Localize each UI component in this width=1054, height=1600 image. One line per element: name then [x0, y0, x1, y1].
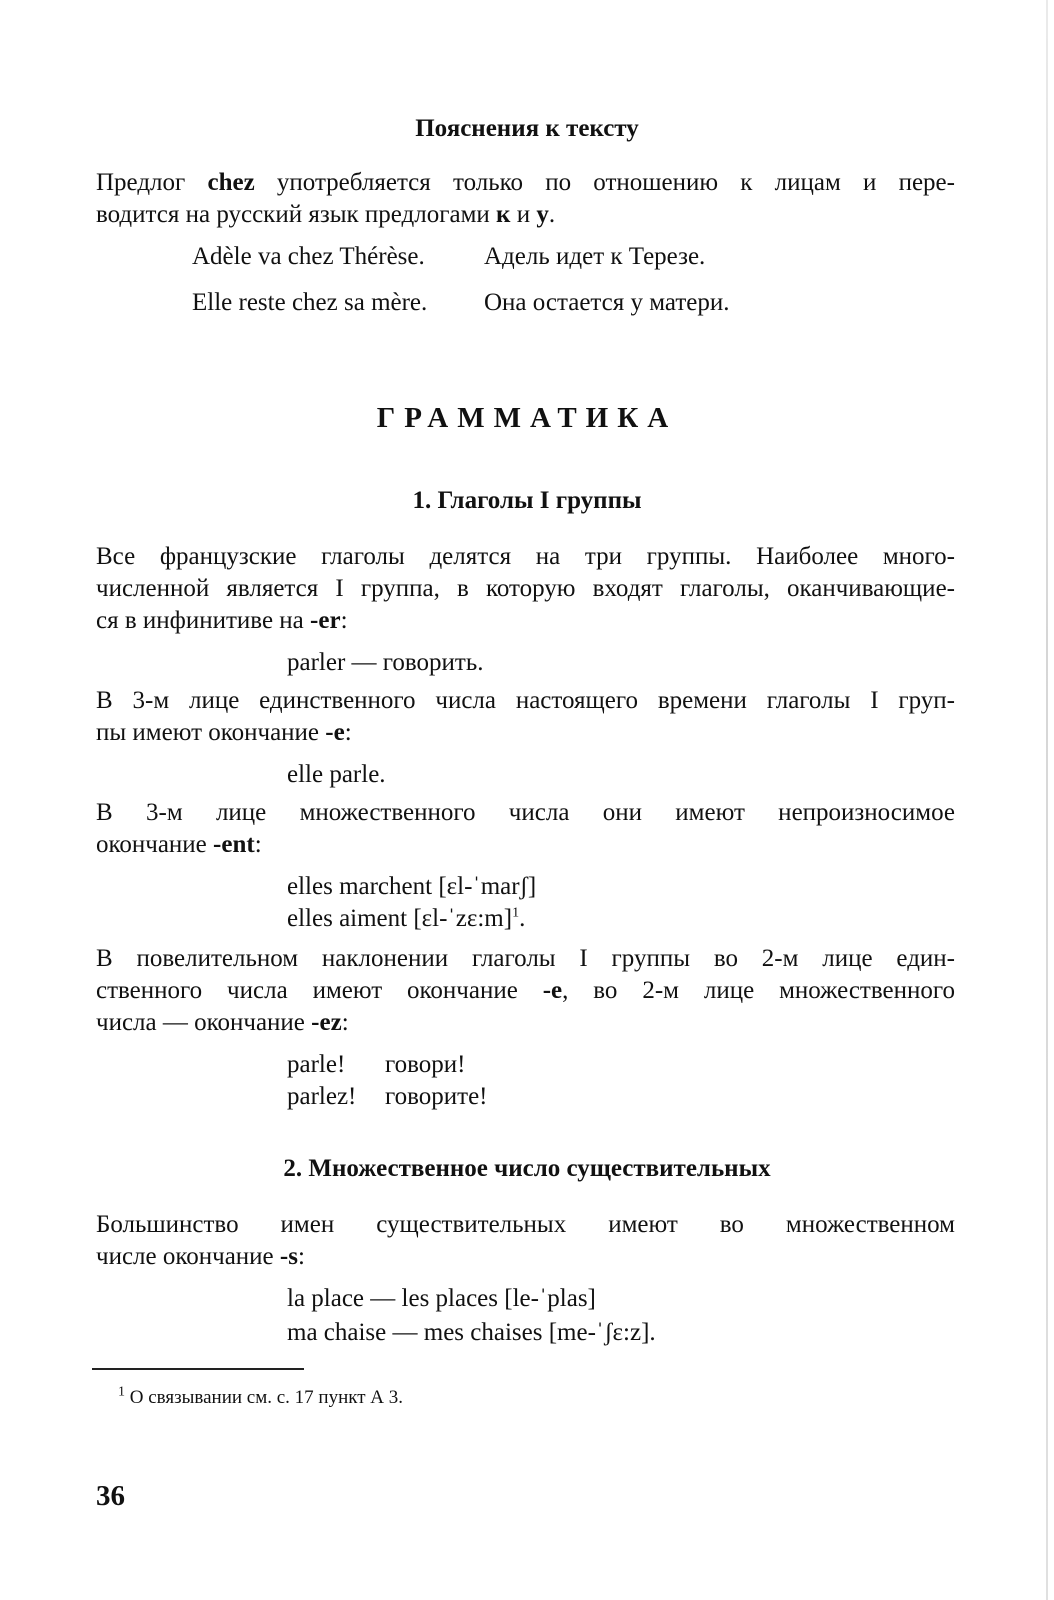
imperative-1-russian: говори!: [385, 1051, 466, 1078]
section-1-title: 1. Глаголы I группы: [412, 487, 642, 514]
footnote-ref-1: 1: [512, 905, 520, 921]
s1-example-parler: parler — говорить.: [287, 649, 484, 676]
paragraph-chez-line-2: водится на русский язык предлогами к и у.: [96, 201, 556, 228]
s2-paragraph-1-line-2: числе окончание -s:: [96, 1243, 305, 1270]
example-2-french: Elle reste chez sa mère.: [192, 289, 428, 316]
s2-example-chaises: ma chaise — mes chaises [me-ˈʃɛ:z].: [287, 1319, 656, 1346]
s1-paragraph-2-line-1: В 3-м лице единственного числа настоящего времени глаголы I груп-: [96, 687, 955, 714]
imperative-1-french: parle!: [287, 1051, 346, 1078]
s1-paragraph-1-line-1: Все французские глаголы делятся на три группы. Наиболее много-: [96, 543, 955, 570]
s1-paragraph-4-line-3: числа — окончание -ez:: [96, 1009, 349, 1036]
example-1-russian: Адель идет к Терезе.: [484, 243, 706, 270]
grammar-heading: ГРАММАТИКА: [376, 402, 678, 434]
s1-paragraph-3-line-2: окончание -ent:: [96, 831, 262, 858]
explanations-heading: Пояснения к тексту: [415, 115, 639, 142]
s2-example-places: la place — les places [le-ˈplas]: [287, 1285, 596, 1312]
s1-paragraph-2-line-2: пы имеют окончание -e:: [96, 719, 352, 746]
section-2-title: 2. Множественное число существительных: [283, 1155, 771, 1182]
s1-paragraph-4-line-2: ственного числа имеют окончание -e, во 2-м лице множественного: [96, 977, 955, 1004]
footnote-separator: [92, 1368, 304, 1370]
footnote-1: $^1$ О связывании см. с. 17 пункт А 3.: [118, 1384, 404, 1408]
imperative-2-french: parlez!: [287, 1083, 357, 1110]
s1-paragraph-1-line-3: ся в инфинитиве на -er:: [96, 607, 348, 634]
page-number: 36: [96, 1480, 125, 1512]
s1-example-aiment: elles aiment [ɛl-ˈzɛ:m]$^1$.: [287, 905, 526, 932]
imperative-2-russian: говорите!: [385, 1083, 488, 1110]
example-2-russian: Она остается у матери.: [484, 289, 730, 316]
s1-paragraph-3-line-1: В 3-м лице множественного числа они имеют непроизносимое: [96, 799, 955, 826]
s2-paragraph-1-line-1: Большинство имен существительных имеют во множественном: [96, 1211, 955, 1238]
page-edge-shadow: [1046, 0, 1048, 1600]
s1-example-elle-parle: elle parle.: [287, 761, 386, 788]
example-1-french: Adèle va chez Thérèse.: [192, 243, 425, 270]
paragraph-chez-line-1: Предлог chez употребляется только по отношению к лицам и пере-: [96, 169, 955, 196]
s1-paragraph-4-line-1: В повелительном наклонении глаголы I группы во 2-м лице един-: [96, 945, 955, 972]
s1-paragraph-1-line-2: численной является I группа, в которую входят глаголы, оканчивающие-: [96, 575, 955, 602]
s1-example-marchent: elles marchent [ɛl-ˈmarʃ]: [287, 873, 537, 900]
